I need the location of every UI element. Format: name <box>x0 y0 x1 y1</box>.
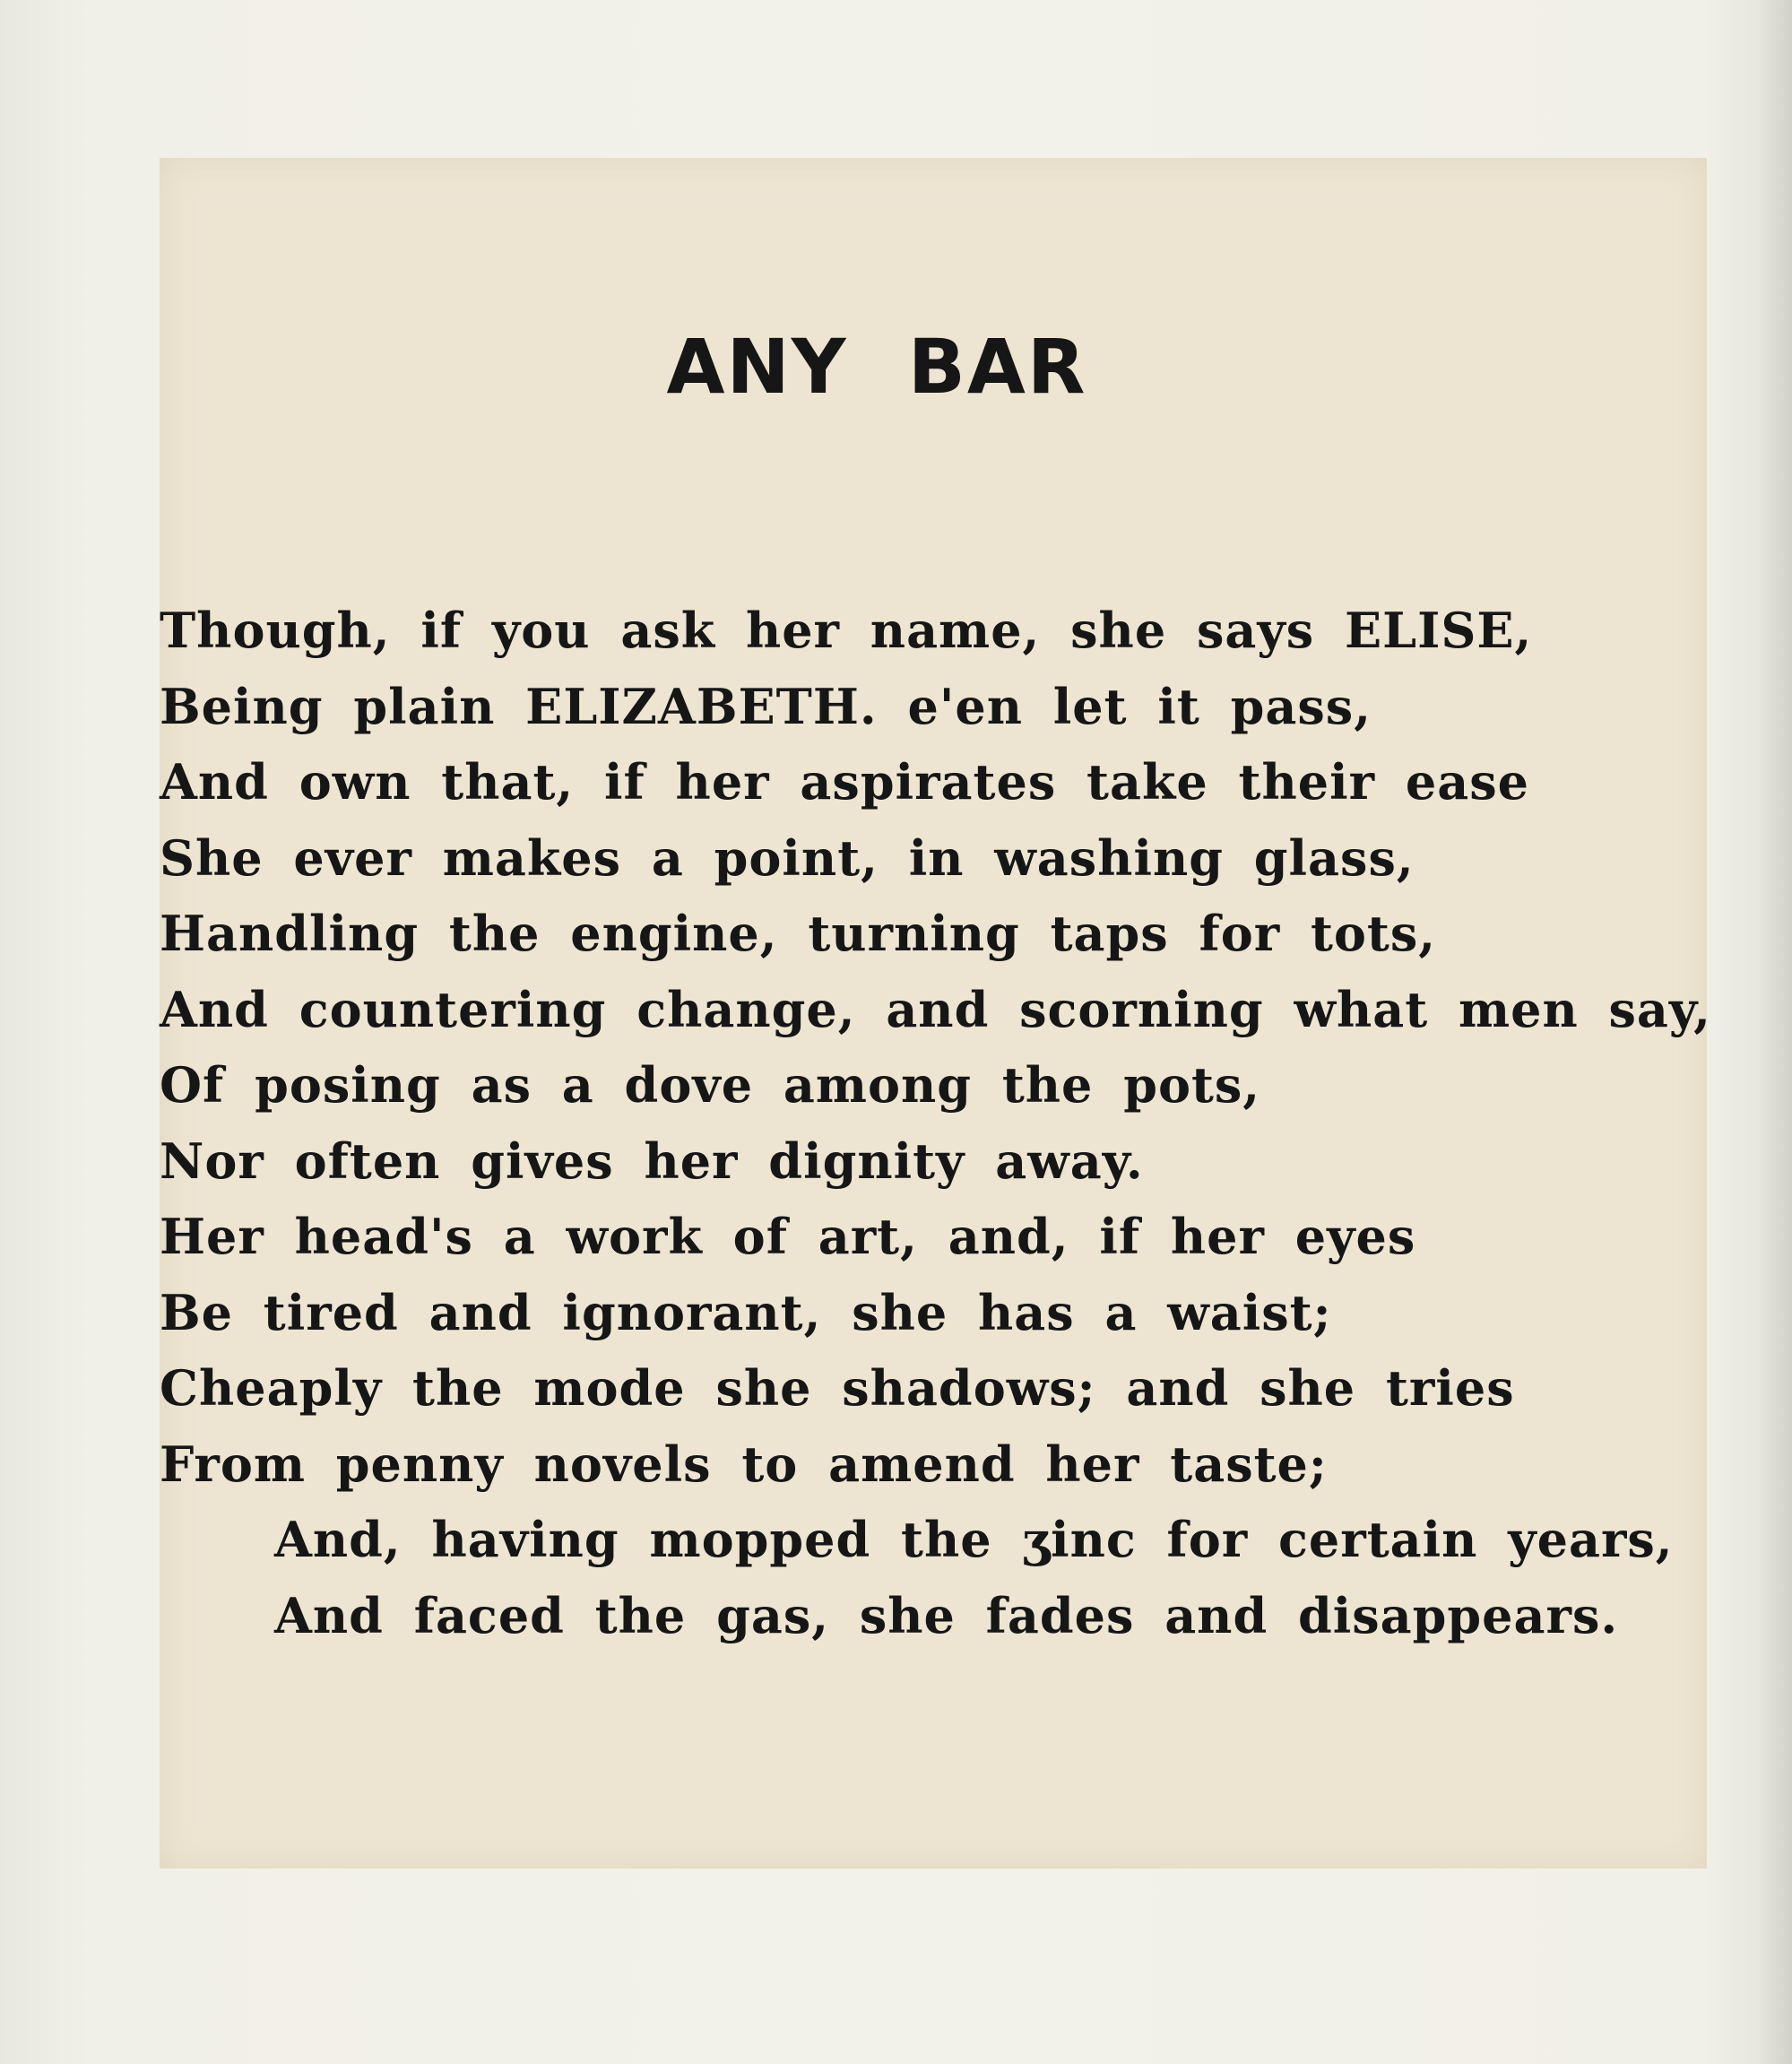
poem-couplet-line: And faced the gas, she fades and disappears. <box>274 1586 1619 1644</box>
poem-line: And countering change, and scorning what men say, <box>160 980 1711 1038</box>
poem-line: Be tired and ignorant, she has a waist; <box>160 1283 1332 1341</box>
poem-line: Of posing as a dove among the pots, <box>160 1056 1261 1114</box>
poem-line: Though, if you ask her name, she says ELISE, <box>160 602 1533 659</box>
poem-line: Being plain ELIZABETH. e'en let it pass, <box>160 677 1372 735</box>
poem-couplet-line: And, having mopped the ʒinc for certain years, <box>274 1511 1674 1568</box>
poem-stanza <box>160 593 1711 1653</box>
poem-title: ANY BAR <box>666 323 1087 411</box>
poem-plate <box>160 158 1711 1869</box>
poem-line: She ever makes a point, in washing glass, <box>160 828 1415 887</box>
poem-line: Handling the engine, turning taps for tots, <box>160 905 1437 962</box>
poem-line: Cheaply the mode she shadows; and she tries <box>160 1359 1515 1417</box>
poem-line: Nor often gives her dignity away. <box>160 1132 1144 1190</box>
poem-line: And own that, if her aspirates take their ease <box>160 753 1529 811</box>
poem-line: Her head's a work of art, and, if her eyes <box>160 1208 1416 1265</box>
poem-line: From penny novels to amend her taste; <box>160 1435 1328 1493</box>
page-edge-shadow <box>1756 0 1792 2064</box>
